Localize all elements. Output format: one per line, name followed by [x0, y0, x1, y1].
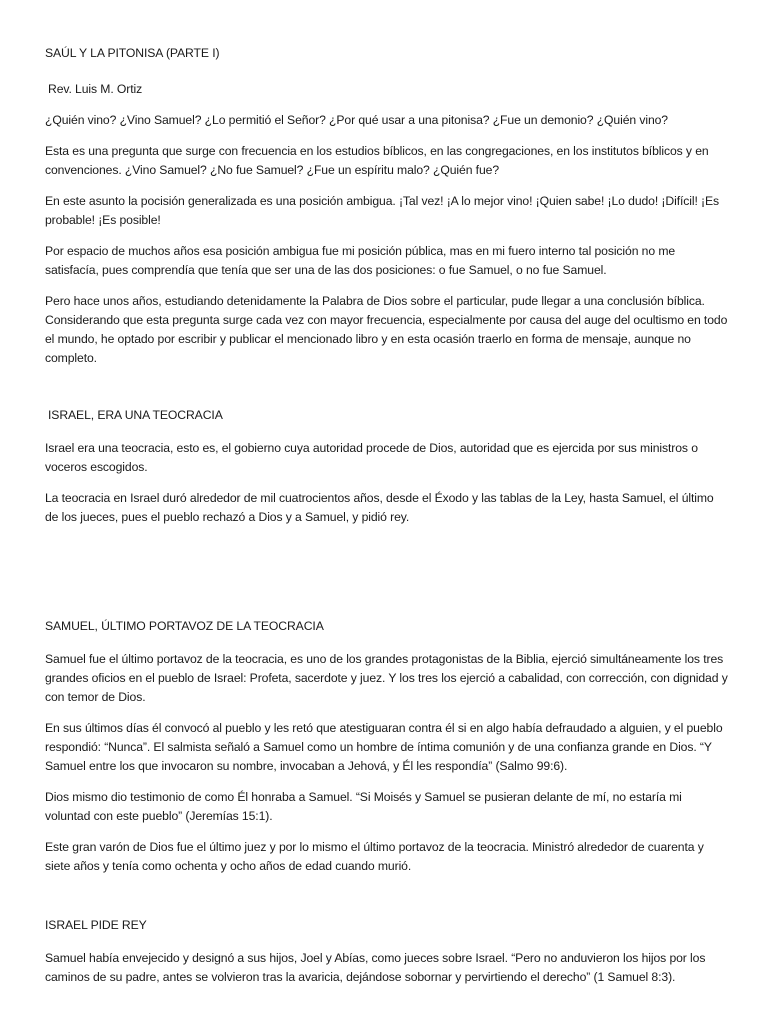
- section-heading: ISRAEL, ERA UNA TEOCRACIA: [48, 408, 223, 422]
- intro-paragraph: En este asunto la pocisión generalizada es una posición ambigua. ¡Tal vez! ¡A lo mejor vino! ¡Quien sabe! ¡Lo dudo! ¡Difícil! ¡Es probable! ¡Es posible!: [45, 194, 720, 227]
- document-title: SAÚL Y LA PITONISA (PARTE I): [45, 46, 220, 60]
- document-page: [45, 44, 728, 999]
- section-paragraph: Dios mismo dio testimonio de como Él honraba a Samuel. “Si Moisés y Samuel se pusieran delante de mí, no estaría mi voluntad con este pueblo” (Jeremías 15:1).: [45, 790, 682, 823]
- intro-paragraph: Esta es una pregunta que surge con frecuencia en los estudios bíblicos, en las congregaciones, en los institutos bíblicos y en convenciones. ¿Vino Samuel? ¿No fue Samuel? ¿Fue un espíritu malo? ¿Quién fue?: [45, 144, 709, 177]
- section-heading: SAMUEL, ÚLTIMO PORTAVOZ DE LA TEOCRACIA: [45, 619, 324, 633]
- section-paragraph: Israel era una teocracia, esto es, el gobierno cuya autoridad procede de Dios, autoridad que es ejercida por sus ministros o voceros escogidos.: [45, 441, 698, 474]
- section-paragraph: Samuel había envejecido y designó a sus hijos, Joel y Abías, como jueces sobre Israel. “Pero no anduvieron los hijos por los caminos de su padre, antes se volvieron tras la avaricia, dejándose sobornar y pervirtiendo el derecho” (1 Samuel 8:3).: [45, 951, 706, 984]
- spacer: [45, 888, 728, 916]
- section-paragraph: Samuel fue el último portavoz de la teocracia, es uno de los grandes protagonistas de la Biblia, ejerció simultáneamente los tres grandes oficios en el pueblo de Israel: Profeta, sacerdote y juez. Y los tres los ejerció a cabalidad, con corrección, con dignidad y con temor de Dios.: [45, 652, 728, 704]
- section-heading: ISRAEL PIDE REY: [45, 918, 147, 932]
- author-name: Rev. Luis M. Ortiz: [48, 82, 143, 96]
- spacer: [45, 380, 728, 406]
- section-paragraph: En sus últimos días él convocó al pueblo y les retó que atestiguaran contra él si en algo había defraudado a alguien, y el pueblo respondió: “Nunca”. El salmista señaló a Samuel como un hombre de íntima comunión y de una confianza grande en Dios. “Y Samuel entre los que invocaron su nombre, invocaban a Jehová, y Él les respondía” (Salmo 99:6).: [45, 721, 723, 773]
- intro-paragraph: Pero hace unos años, estudiando detenidamente la Palabra de Dios sobre el particular, pude llegar a una conclusión bíblica. Considerando que esta pregunta surge cada vez con mayor frecuencia, especialmente por causa del auge del ocultismo en todo el mundo, he optado por escribir y publicar el mencionado libro y en esta ocasión traerlo en forma de mensaje, aunque no completo.: [45, 294, 728, 365]
- spacer: [45, 539, 728, 617]
- author-line: [48, 80, 728, 99]
- intro-paragraph: ¿Quién vino? ¿Vino Samuel? ¿Lo permitió el Señor? ¿Por qué usar a una pitonisa? ¿Fue un demonio? ¿Quién vino?: [45, 113, 668, 127]
- intro-paragraph: Por espacio de muchos años esa posición ambigua fue mi posición pública, mas en mi fuero interno tal posición no me satisfacía, pues comprendía que tenía que ser una de las dos posiciones: o fue Samuel, o no fue Samuel.: [45, 244, 676, 277]
- section-paragraph: La teocracia en Israel duró alrededor de mil cuatrocientos años, desde el Éxodo y las tablas de la Ley, hasta Samuel, el último de los jueces, pues el pueblo rechazó a Dios y a Samuel, y pidió rey.: [45, 491, 714, 524]
- section-paragraph: Este gran varón de Dios fue el último juez y por lo mismo el último portavoz de la teocracia. Ministró alrededor de cuarenta y siete años y tenía como ochenta y ocho años de edad cuando murió.: [45, 840, 704, 873]
